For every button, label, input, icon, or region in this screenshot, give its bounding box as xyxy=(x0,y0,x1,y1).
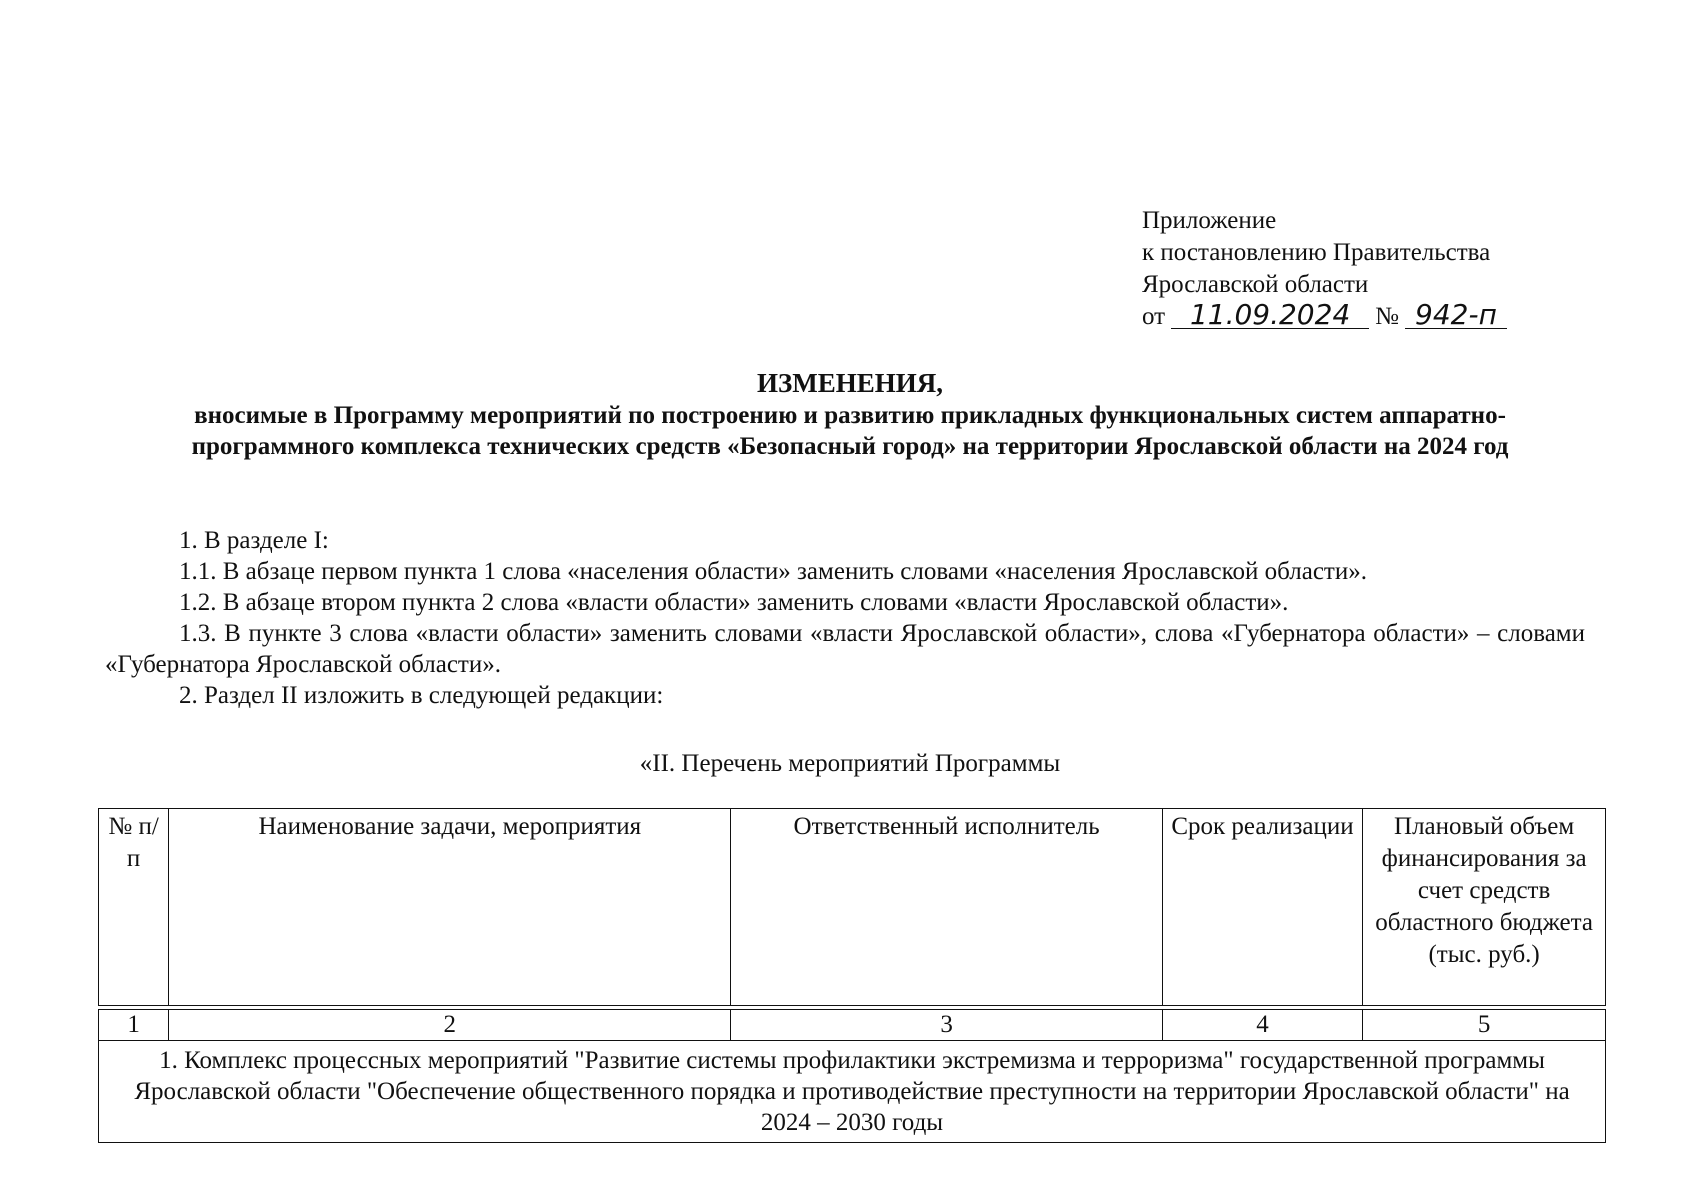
appendix-label: Приложение xyxy=(1142,207,1277,234)
document-title: ИЗМЕНЕНИЯ, xyxy=(756,368,943,398)
header-number: № п/п xyxy=(99,809,169,1006)
handwritten-date: 11.09.2024 xyxy=(1171,302,1369,329)
header-deadline: Срок реализации xyxy=(1162,809,1362,1006)
appendix-date-line xyxy=(1142,298,1507,333)
paragraph-1-3: 1.3. В пункте 3 слова «власти области» заменить словами «власти Ярославской области», слова «Губернатора области» – словами «Губернатора Ярославской области». xyxy=(105,620,1585,678)
document-title-block xyxy=(100,366,1600,462)
header-task-name: Наименование задачи, мероприятия xyxy=(169,809,731,1006)
paragraph-1-1: 1.1. В абзаце первом пункта 1 слова «населения области» заменить словами «населения Ярославской области». xyxy=(179,558,1367,585)
table-header-row xyxy=(99,809,1606,1006)
document-subtitle: вносимые в Программу мероприятий по построению и развитию прикладных функциональных систем аппаратно-программного комплекса технических средств «Безопасный город» на территории Ярославской области на 2024 год xyxy=(191,402,1509,460)
paragraph-1-2: 1.2. В абзаце втором пункта 2 слова «власти области» заменить словами «власти Ярославской области». xyxy=(179,589,1289,616)
appendix-decree-ref: к постановлению Правительства xyxy=(1142,239,1491,266)
column-number: 1 xyxy=(99,1010,169,1041)
header-funding: Плановый объем финансирования за счет средств областного бюджета (тыс. руб.) xyxy=(1363,809,1606,1006)
handwritten-number: 942-п xyxy=(1405,302,1507,329)
header-executor: Ответственный исполнитель xyxy=(731,809,1162,1006)
date-prefix: от xyxy=(1142,303,1166,330)
paragraph-2: 2. Раздел II изложить в следующей редакции: xyxy=(179,682,664,709)
appendix-region: Ярославской области xyxy=(1142,271,1369,298)
program-table xyxy=(98,808,1606,1143)
group-heading-cell: 1. Комплекс процессных мероприятий "Развитие системы профилактики экстремизма и терроризма" государственной программы Ярославской области "Обеспечение общественного порядка и противодействие преступности на территории Ярославской области" на 2024 – 2030 годы xyxy=(99,1041,1606,1143)
column-number: 5 xyxy=(1363,1010,1606,1041)
section-heading: «II. Перечень мероприятий Программы xyxy=(639,750,1061,777)
column-number: 2 xyxy=(169,1010,731,1041)
table-row xyxy=(99,1041,1606,1143)
column-number: 3 xyxy=(731,1010,1162,1041)
document-body xyxy=(105,525,1585,711)
table-column-numbers-row xyxy=(99,1010,1606,1041)
number-sign: № xyxy=(1375,303,1399,330)
paragraph-1: 1. В разделе I: xyxy=(179,527,329,554)
appendix-block xyxy=(1142,205,1507,333)
column-number: 4 xyxy=(1162,1010,1362,1041)
